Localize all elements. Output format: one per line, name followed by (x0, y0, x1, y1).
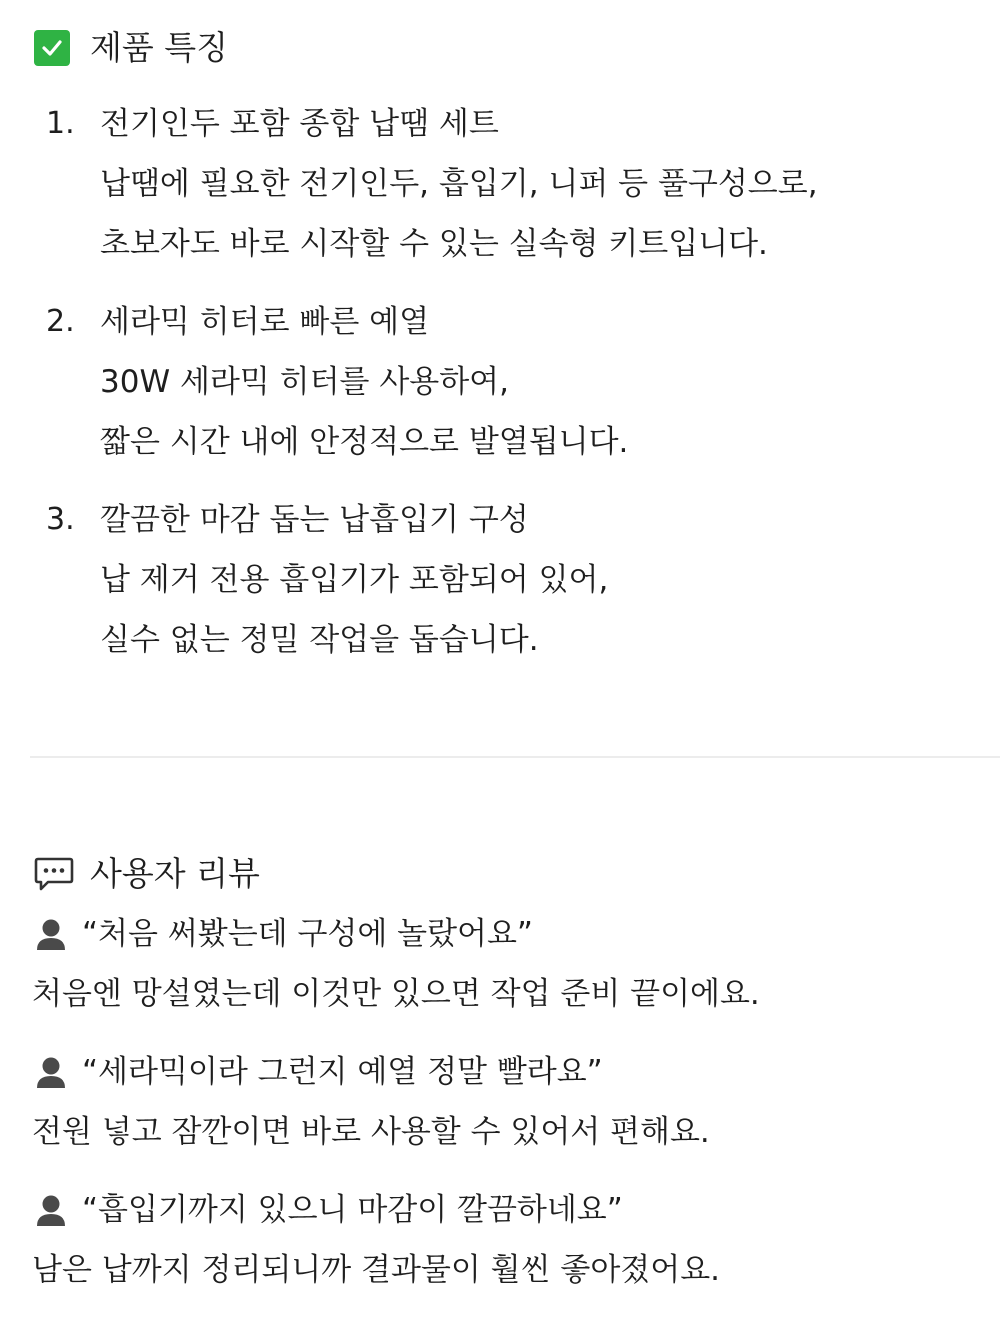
review-quote-text: “세라믹이라 그런지 예열 정말 빨라요” (82, 1054, 603, 1090)
review-quote-text: “처음 써봤는데 구성에 놀랐어요” (82, 916, 533, 952)
feature-heading: 전기인두 포함 종합 납땜 세트 (100, 106, 499, 142)
section-divider (30, 756, 1000, 758)
feature-description: 초보자도 바로 시작할 수 있는 실속형 키트입니다. (100, 226, 768, 262)
feature-description: 납 제거 전용 흡입기가 포함되어 있어, (100, 562, 609, 598)
review-quote (34, 912, 533, 956)
feature-heading: 깔끔한 마감 돕는 납흡입기 구성 (100, 502, 529, 538)
user-avatar-icon (34, 917, 68, 951)
user-avatar-icon (34, 1055, 68, 1089)
review-body: 남은 납까지 정리되니까 결과물이 훨씬 좋아졌어요. (32, 1252, 720, 1288)
feature-heading: 세라믹 히터로 빠른 예열 (100, 304, 430, 340)
feature-description: 납땜에 필요한 전기인두, 흡입기, 니퍼 등 풀구성으로, (100, 166, 818, 202)
review-quote (34, 1050, 603, 1094)
review-body: 처음엔 망설였는데 이것만 있으면 작업 준비 끝이에요. (32, 976, 760, 1012)
user-avatar-icon (34, 1193, 68, 1227)
review-quote-text: “흡입기까지 있으니 마감이 깔끔하네요” (82, 1192, 623, 1228)
check-icon (34, 30, 70, 66)
feature-description: 짧은 시간 내에 안정적으로 발열됩니다. (100, 424, 629, 460)
speech-bubble-icon (34, 856, 74, 892)
feature-number: 1. (46, 106, 75, 141)
features-title (34, 28, 228, 68)
feature-number: 3. (46, 502, 75, 537)
feature-description: 실수 없는 정밀 작업을 돕습니다. (100, 622, 539, 658)
reviews-title (34, 854, 260, 894)
review-body: 전원 넣고 잠깐이면 바로 사용할 수 있어서 편해요. (32, 1114, 710, 1150)
feature-description: 30W 세라믹 히터를 사용하여, (100, 364, 509, 400)
review-quote (34, 1188, 623, 1232)
features-title-text: 제품 특징 (90, 28, 229, 67)
reviews-title-text: 사용자 리뷰 (90, 854, 260, 893)
feature-number: 2. (46, 304, 75, 339)
